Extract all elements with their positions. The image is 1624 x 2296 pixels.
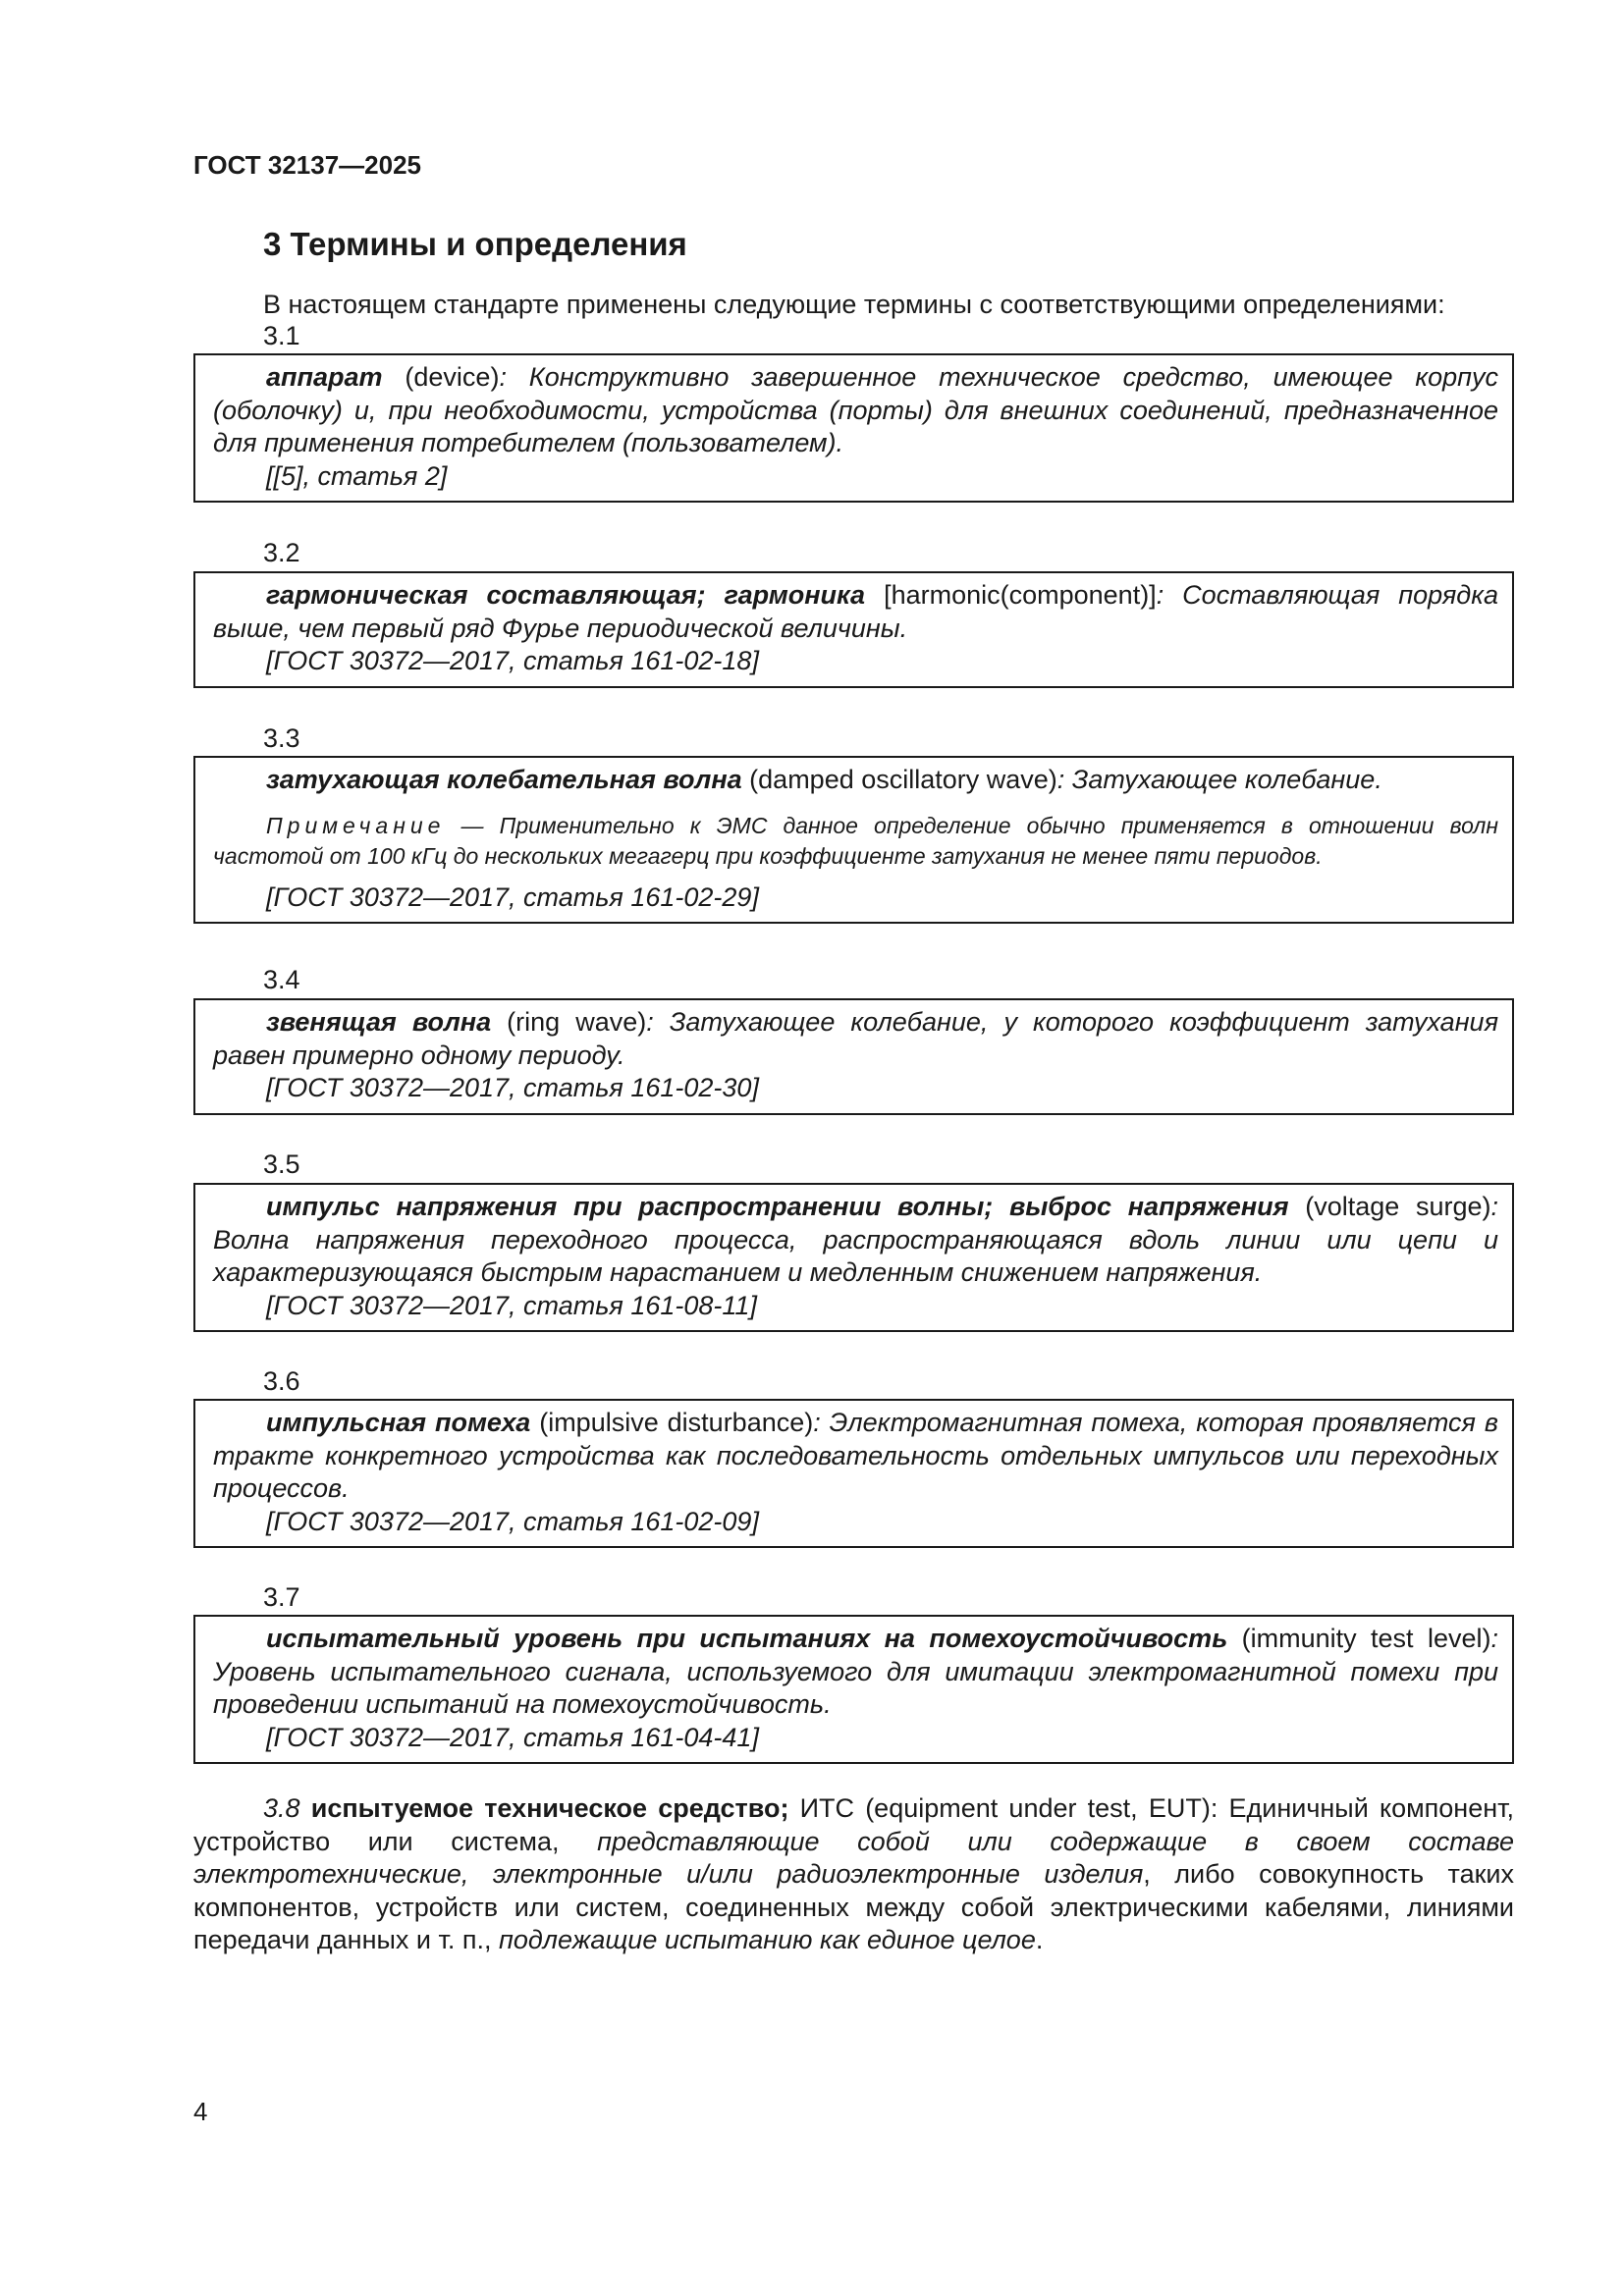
final-term-number: 3.8 <box>263 1793 300 1823</box>
term-definition <box>213 1006 1498 1072</box>
term-box <box>193 571 1514 688</box>
term-name: испытательный уровень при испытаниях на помехоустойчивость <box>266 1624 1228 1653</box>
section-intro: В настоящем стандарте применены следующие термины с соответствующими определениями: <box>263 290 1445 319</box>
term-source: [ГОСТ 30372—2017, статья 161-02-29] <box>266 881 759 912</box>
term-box <box>193 1399 1514 1548</box>
term-note <box>213 811 1498 872</box>
term-number: 3.3 <box>263 723 300 753</box>
note-label: Примечание <box>266 812 446 838</box>
term-english: (impulsive disturbance) <box>539 1408 814 1437</box>
term-definition <box>213 579 1498 645</box>
term-definition <box>213 1407 1498 1506</box>
final-term-text-1: ИТС (equipment under test, EUT): Единичный компонент, устройство или система, <box>193 1793 1514 1856</box>
term-box <box>193 756 1514 924</box>
term-number: 3.6 <box>263 1366 300 1396</box>
term-number: 3.4 <box>263 965 300 994</box>
term-english: [harmonic(component)] <box>884 580 1157 610</box>
term-number: 3.5 <box>263 1149 300 1179</box>
term-english: (voltage surge) <box>1305 1192 1491 1221</box>
term-name: импульс напряжения при распространении волны; выброс напряжения <box>266 1192 1289 1221</box>
term-definition <box>213 1623 1498 1722</box>
term-number: 3.1 <box>263 321 300 350</box>
final-term-text-4: подлежащие испытанию как единое целое <box>491 1925 1036 1954</box>
term-box <box>193 353 1514 503</box>
term-english: (ring wave) <box>507 1007 647 1037</box>
term-name: звенящая волна <box>266 1007 492 1037</box>
document-code: ГОСТ 32137—2025 <box>193 150 421 180</box>
term-definition-text: : Электромагнитная помеха, которая проявляется в тракте конкретного устройства как последовательность отдельных импульсов или переходных процессов. <box>213 1408 1498 1503</box>
final-term-name: испытуемое техническое средство; <box>310 1793 789 1823</box>
section-heading: 3 Термины и определения <box>263 226 687 262</box>
term-source: [ГОСТ 30372—2017, статья 161-04-41] <box>266 1722 759 1752</box>
final-term-text-3: , либо совокупность таких компонентов, устройств или систем, соединенных между собой электрическими кабелями, линиями передачи данных и т. п., <box>193 1859 1514 1954</box>
term-name: гармоническая составляющая; гармоника <box>266 580 866 610</box>
term-definition <box>213 764 1498 797</box>
term-definition-text: : Затухающее колебание, у которого коэффициент затухания равен примерно одному периоду. <box>213 1007 1498 1070</box>
term-number: 3.2 <box>263 538 300 567</box>
term-definition <box>213 1191 1498 1290</box>
term-source: [ГОСТ 30372—2017, статья 161-02-30] <box>266 1073 759 1102</box>
term-definition-text: : Затухающее колебание. <box>1056 765 1382 794</box>
note-text: — Применительно к ЭМС данное определение обычно применяется в отношении волн частотой от 100 кГц до нескольких мегагерц при коэффициенте затухания не менее пяти периодов. <box>213 812 1498 869</box>
final-term-paragraph <box>193 1792 1514 1957</box>
term-number: 3.7 <box>263 1582 300 1612</box>
term-source: [ГОСТ 30372—2017, статья 161-02-18] <box>266 646 759 675</box>
term-english: (device) <box>405 362 500 392</box>
term-definition <box>213 361 1498 460</box>
term-definition-text: : Конструктивно завершенное техническое средство, имеющее корпус (оболочку) и, при необходимости, устройства (порты) для внешних соединений, предназначенное для применения потребителем (пользователем). <box>213 362 1498 457</box>
term-box <box>193 1615 1514 1764</box>
term-english: (immunity test level) <box>1241 1624 1491 1653</box>
term-definition-text: : Волна напряжения переходного процесса, распространяющаяся вдоль линии или цепи и характеризующаяся быстрым нарастанием и медленным снижением напряжения. <box>213 1192 1498 1287</box>
final-term-text-5: . <box>1035 1925 1044 1954</box>
term-definition-text: : Составляющая порядка выше, чем первый ряд Фурье периодической величины. <box>213 580 1498 643</box>
term-source: [ГОСТ 30372—2017, статья 161-08-11] <box>266 1290 757 1320</box>
term-name: затухающая колебательная волна <box>266 765 742 794</box>
term-box <box>193 1183 1514 1332</box>
term-english: (damped oscillatory wave) <box>749 765 1057 794</box>
term-box <box>193 998 1514 1115</box>
final-term-text-2: представляющие собой или содержащие в своем составе электротехнические, электронные и/или радиоэлектронные изделия <box>193 1826 1514 1889</box>
page-number: 4 <box>193 2097 208 2126</box>
term-definition-text: : Уровень испытательного сигнала, используемого для имитации электромагнитной помехи при проведении испытаний на помехоустойчивость. <box>213 1624 1498 1719</box>
term-source: [ГОСТ 30372—2017, статья 161-02-09] <box>266 1506 759 1536</box>
term-source: [[5], статья 2] <box>266 460 448 491</box>
term-name: аппарат <box>266 362 383 392</box>
term-name: импульсная помеха <box>266 1408 531 1437</box>
